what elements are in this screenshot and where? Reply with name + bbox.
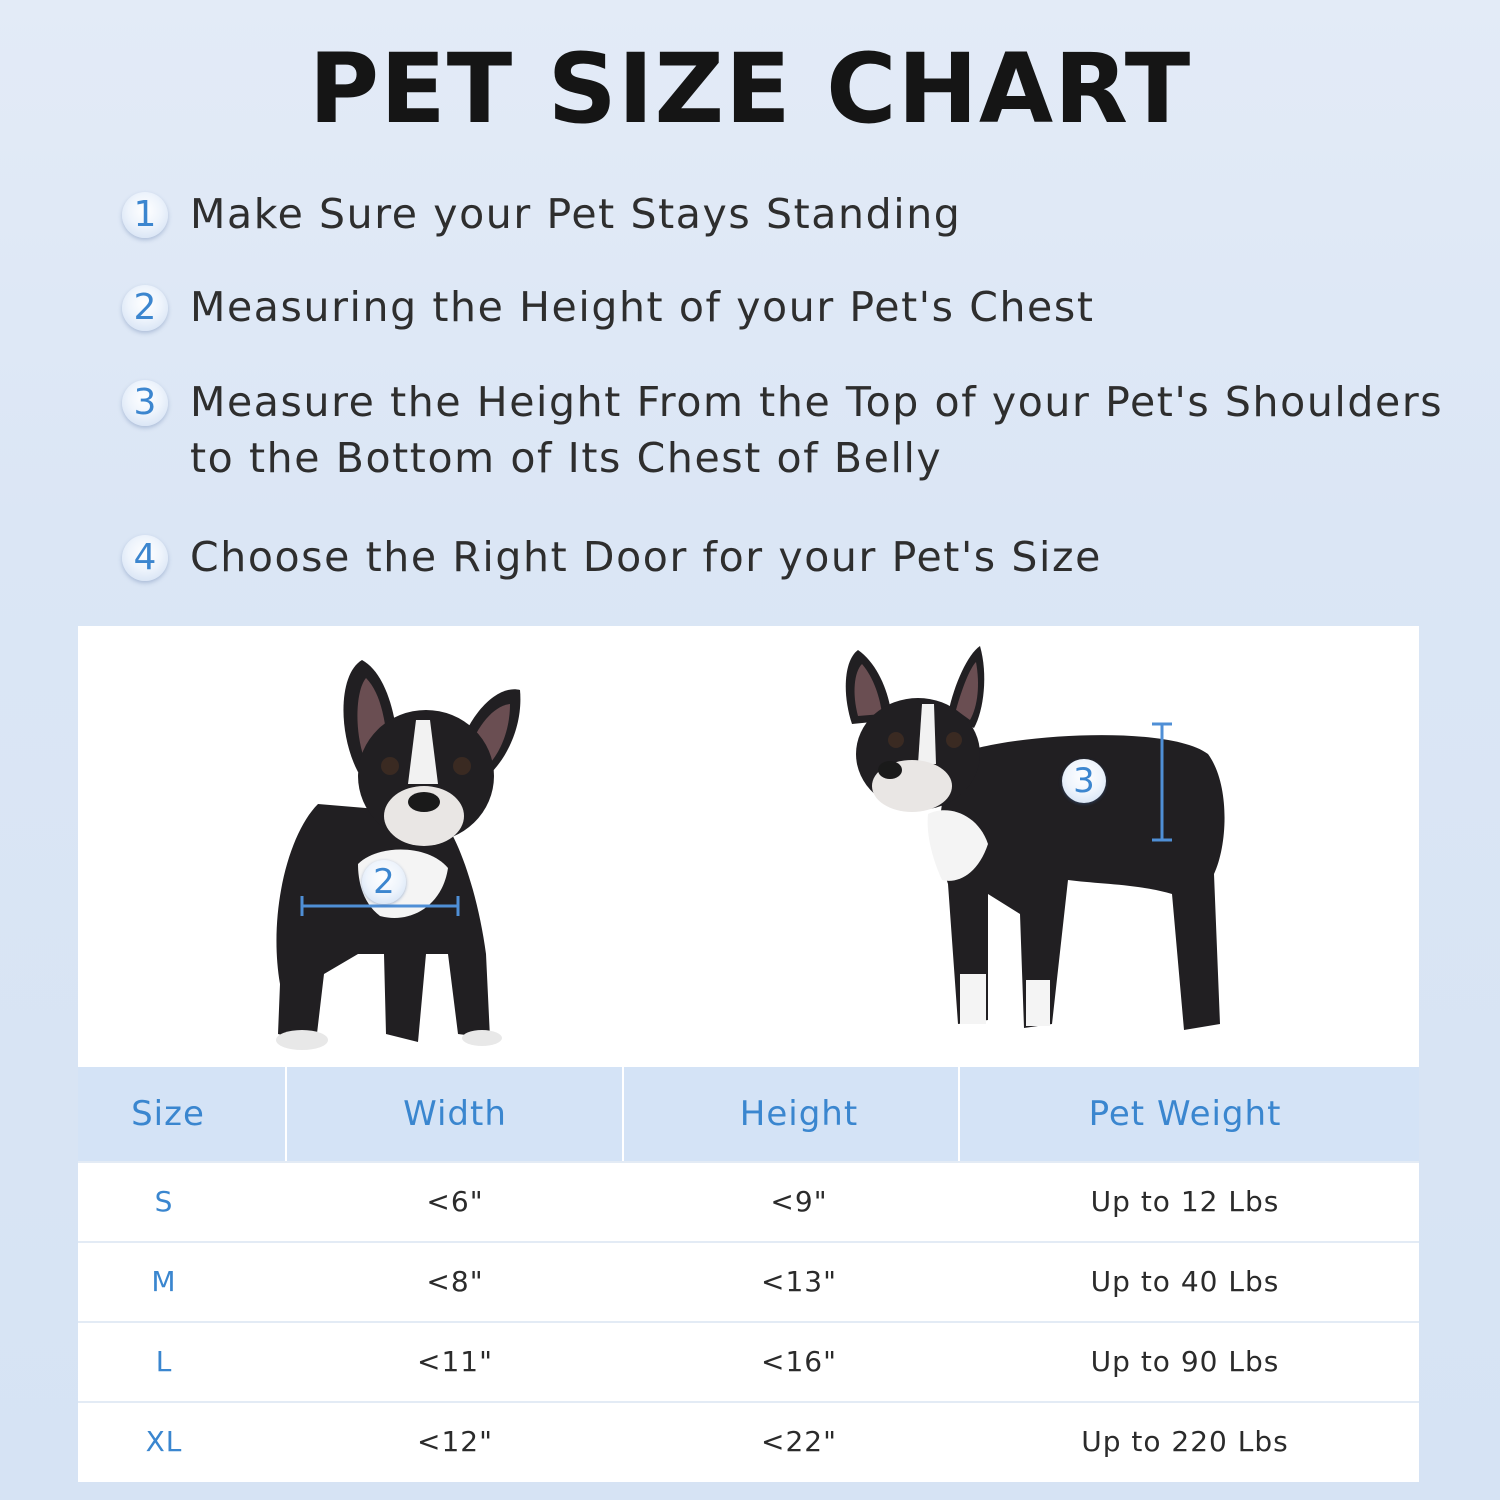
size-table (78, 1067, 1419, 1482)
step-number-badge: 3 (122, 380, 168, 426)
step-text: Make Sure your Pet Stays Standing (190, 190, 962, 238)
cell-size: L (155, 1345, 173, 1378)
cell-height: <22" (761, 1425, 837, 1458)
table-header-row (78, 1067, 1419, 1161)
step-text: Choose the Right Door for your Pet's Size (190, 533, 1102, 581)
measure-marker-height: 3 (1062, 759, 1106, 803)
step-text (190, 374, 1443, 486)
step-text-line: Measure the Height From the Top of your Pet's Shoulders (190, 378, 1444, 426)
cell-pet-weight: Up to 40 Lbs (1090, 1265, 1280, 1298)
cell-pet-weight: Up to 90 Lbs (1090, 1345, 1280, 1378)
french-bulldog-front-photo (258, 654, 558, 1054)
step-text-line: to the Bottom of Its Chest of Belly (190, 434, 943, 482)
step-2 (122, 279, 1095, 335)
step-number-badge: 4 (122, 535, 168, 581)
dog-illustration-area (78, 626, 1419, 1067)
cell-pet-weight: Up to 12 Lbs (1090, 1185, 1280, 1218)
table-row (78, 1161, 1419, 1241)
cell-height: <16" (761, 1345, 837, 1378)
cell-width: <8" (426, 1265, 484, 1298)
cell-pet-weight: Up to 220 Lbs (1081, 1425, 1289, 1458)
cell-width: <6" (426, 1185, 484, 1218)
column-header-pet-weight: Pet Weight (1088, 1094, 1282, 1134)
step-4 (122, 529, 1102, 585)
step-text: Measuring the Height of your Pet's Chest (190, 283, 1095, 331)
table-row (78, 1321, 1419, 1401)
cell-height: <9" (770, 1185, 828, 1218)
table-row (78, 1241, 1419, 1321)
cell-width: <11" (417, 1345, 493, 1378)
step-1 (122, 186, 961, 242)
page-title: PET SIZE CHART (308, 33, 1192, 145)
column-header-size: Size (131, 1094, 205, 1134)
step-3 (122, 374, 1443, 486)
cell-height: <13" (761, 1265, 837, 1298)
step-number-badge: 2 (122, 285, 168, 331)
cell-size: XL (145, 1425, 183, 1458)
column-header-height: Height (739, 1094, 859, 1134)
cell-size: S (154, 1185, 174, 1218)
step-number-badge: 1 (122, 192, 168, 238)
measure-marker-width: 2 (362, 860, 406, 904)
cell-width: <12" (417, 1425, 493, 1458)
size-chart-panel (78, 626, 1419, 1482)
cell-size: M (151, 1265, 177, 1298)
table-row (78, 1401, 1419, 1481)
boston-terrier-side-photo (838, 644, 1238, 1054)
dog-body (276, 804, 490, 1042)
column-header-width: Width (403, 1094, 507, 1134)
